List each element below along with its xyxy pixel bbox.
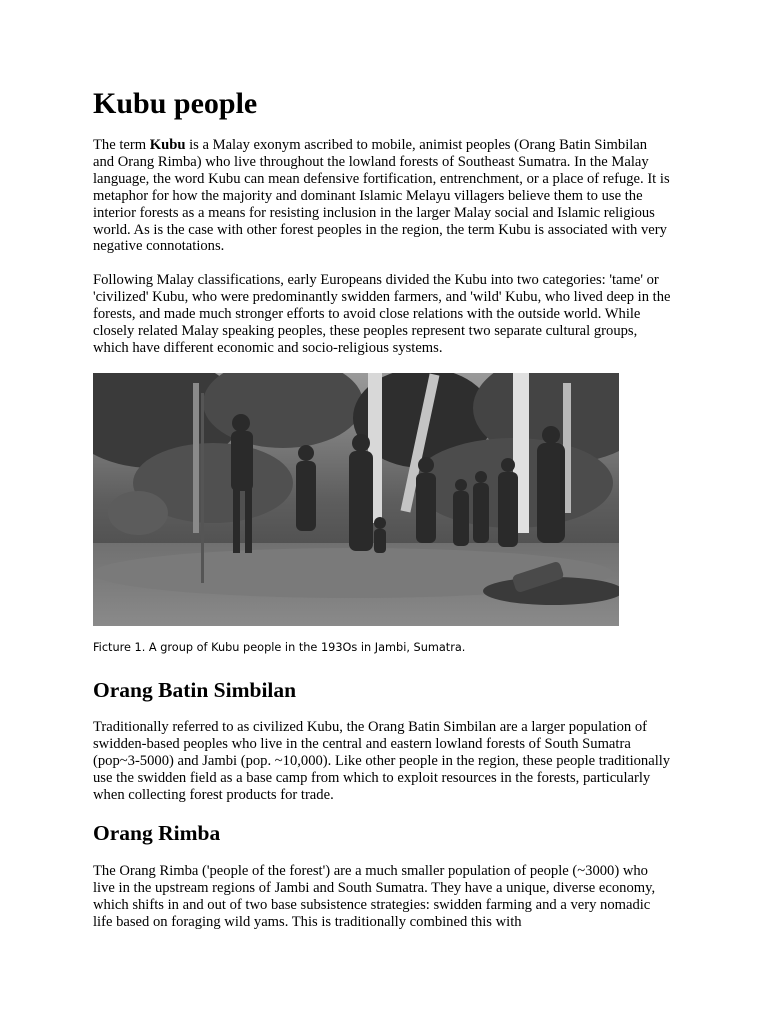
article-title: Kubu people	[93, 87, 258, 120]
section-body-orang-rimba: The Orang Rimba ('people of the forest') are a much smaller population of people (~3000) who live in the upstream regions of Jambi and South Sumatra. They have a unique, diverse economy, which shifts in and out of two base subsistence strategies: swidden farming and a very nomadic life based on foraging wild yams. This is traditionally combined this with	[93, 863, 656, 930]
figure-caption: Ficture 1. A group of Kubu people in the 193Os in Jambi, Sumatra.	[93, 641, 466, 654]
section-heading-orang-rimba: Orang Rimba	[93, 821, 221, 845]
section-heading-orang-batin-simbilan: Orang Batin Simbilan	[93, 678, 297, 702]
photo-illustration	[93, 373, 619, 626]
intro-paragraph	[93, 137, 671, 255]
intro-term: Kubu	[149, 137, 186, 153]
section-body-orang-batin-simbilan: Traditionally referred to as civilized Kubu, the Orang Batin Simbilan are a larger population of swidden-based peoples who live in the central and eastern lowland forests of South Sumatra (pop~3-5000) and Jambi (pop. ~10,000). Like other people in the region, these people traditionally use the swidden field as a base camp from which to exploit resources in the forests, particularly when collecting forest products for trade.	[93, 719, 671, 803]
intro-rest: is a Malay exonym ascribed to mobile, animist peoples (Orang Batin Simbilan and Orang Rimba) who live throughout the lowland forests of Southeast Sumatra. In the Malay language, the word Kubu can mean defensive fortification, entrenchment, or a place of refuge. It is metaphor for how the majority and dominant Islamic Melayu villagers believe them to use the interior forests as a means for resisting inclusion in the larger Malay social and Islamic religious world. As is the case with other forest peoples in the region, the term Kubu is associated with very negative connotations.	[93, 137, 670, 255]
kubu-group-photo	[93, 373, 619, 626]
intro-lead: The term	[93, 137, 150, 153]
classification-paragraph: Following Malay classifications, early Europeans divided the Kubu into two categories: 'tame' or 'civilized' Kubu, who were predominantly swidden farmers, and 'wild' Kubu, who lived deep in the forests, and made much stronger efforts to avoid close relations with the outside world. While closely related Malay speaking peoples, these peoples represent two separate cultural groups, which have different economic and socio-religious systems.	[93, 272, 671, 356]
